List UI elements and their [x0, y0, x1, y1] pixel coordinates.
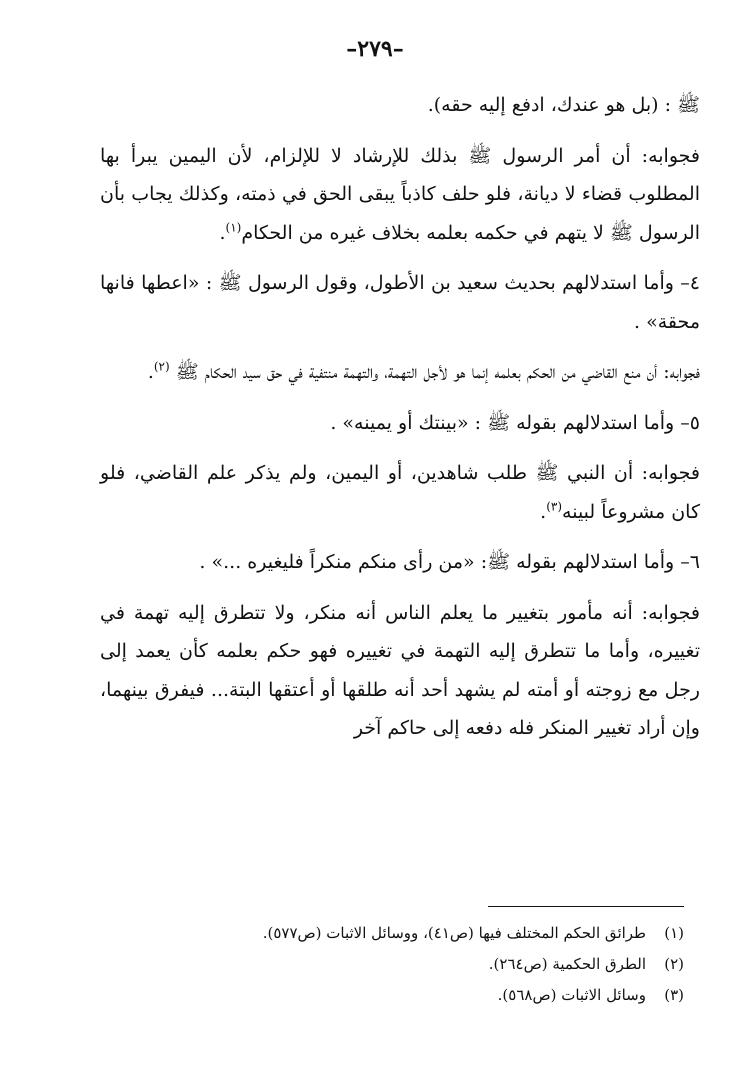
paragraph-1-text: ﷺ : (بل هو عندك، ادفع إليه حقه). [427, 94, 700, 116]
footnote-ref-1: (١) [225, 220, 242, 235]
footnotes [84, 918, 684, 1011]
footnote-ref-2: (٢) [153, 359, 170, 374]
paragraph-6 [100, 454, 700, 531]
paragraph-4-text: فجوابه: أن منع القاضي من الحكم بعلمه إنما هو لأجل التهمة، والتهمة منتفية في حق سيد الحكام ﷺ [175, 361, 700, 383]
footnote-1 [84, 918, 684, 949]
paragraph-2-end: . [219, 221, 226, 244]
paragraph-6-text: فجوابه: أن النبي ﷺ طلب شاهدين، أو اليمين، ولم يذكر علم القاضي، فلو كان مشروعاً لبينه [100, 462, 700, 523]
main-text [100, 86, 700, 760]
paragraph-2 [100, 137, 700, 253]
paragraph-4 [100, 353, 700, 392]
footnote-2-number: (٢) [664, 955, 684, 973]
paragraph-8-text: فجوابه: أنه مأمور بتغيير ما يعلم الناس أنه منكر، ولا تتطرق إليه تهمة في تغييره، وأما ما تتطرق إليه التهمة في تغييره فهو حكم بعلمه كأن يعمد إلى رجل مع زوجته أو أمته لم يشهد أحد أنه طلقها أو أعتقها البتة... فيفرق بينهما، وإن أراد تغيير المنكر فله دفعه إلى حاكم آخر [100, 601, 700, 739]
paragraph-3 [100, 264, 700, 341]
paragraph-7-text: ٦– وأما استدلالهم بقوله ﷺ: «من رأى منكم منكراً فليغيره ...» . [199, 551, 700, 573]
paragraph-2-text: فجوابه: أن أمر الرسول ﷺ بذلك للإرشاد لا للإلزام، لأن اليمين يبرأ بها المطلوب قضاء لا ديانة، فلو حلف كاذباً يبقى الحق في ذمته، وكذلك يجاب بأن الرسول ﷺ لا يتهم في حكمه بعلمه بخلاف غيره من الحكام [100, 144, 700, 244]
footnote-2-text: الطرق الحكمية (ص٢٦٤). [488, 955, 646, 973]
footnote-2 [84, 949, 684, 980]
paragraph-8 [100, 594, 700, 748]
paragraph-4-end: . [147, 361, 154, 383]
paragraph-5 [100, 404, 700, 443]
footnote-divider [488, 906, 684, 907]
footnote-3 [84, 980, 684, 1011]
footnote-ref-3: (٣) [546, 499, 563, 514]
paragraph-6-end: . [540, 500, 547, 523]
footnote-3-number: (٣) [664, 986, 684, 1004]
page-number: –٢٧٩– [346, 36, 404, 62]
footnote-1-number: (١) [664, 924, 684, 942]
footnote-3-text: وسائل الاثبات (ص٥٦٨). [497, 986, 646, 1004]
paragraph-1 [100, 86, 700, 125]
paragraph-5-text: ٥– وأما استدلالهم بقوله ﷺ : «بينتك أو يمينه» . [330, 411, 700, 434]
paragraph-3-text: ٤– وأما استدلالهم بحديث سعيد بن الأطول، وقول الرسول ﷺ : «اعطها فانها محقة» . [100, 272, 700, 333]
footnote-1-text: طرائق الحكم المختلف فيها (ص٤١)، ووسائل الاثبات (ص٥٧٧). [262, 924, 646, 942]
paragraph-7 [100, 543, 700, 582]
